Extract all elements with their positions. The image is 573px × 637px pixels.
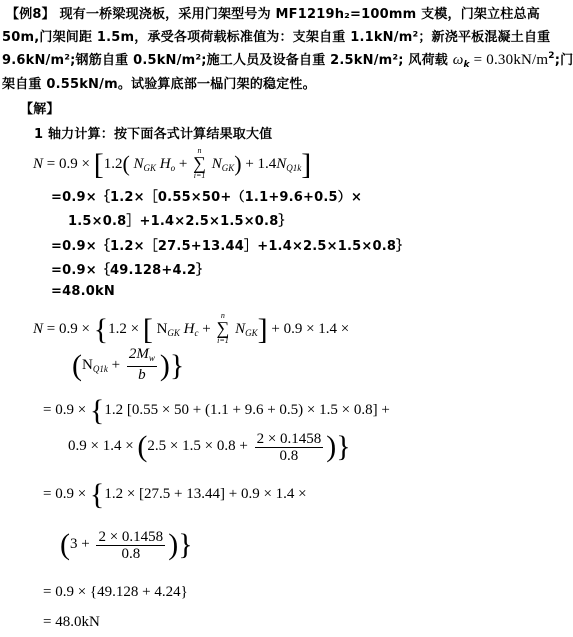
eq2-paren-open: ( — [72, 349, 82, 382]
eq1-tail: + 1.4 — [241, 156, 277, 172]
eq1-n-gk: N — [133, 156, 144, 172]
problem-line-2: 50m,门架间距 1.5m，承受各项荷载标准值为：支架自重 1.1kN/m²；新浇平板混凝土自重 — [2, 30, 551, 45]
calc2-row-2-text: 2.5 × 1.5 × 0.8 + — [147, 438, 252, 454]
calc2-row-4-brace-close: } — [178, 528, 193, 561]
calc2-row-3 — [43, 478, 307, 512]
eq1-n-gk-sub: GK — [143, 163, 157, 173]
solution-heading: 【解】 — [20, 102, 60, 117]
calc1-line-5: =48.0kN — [51, 284, 115, 299]
calc1-line-3: =0.9×｛1.2×［27.5+13.44］+1.4×2.5×1.5×0.8｝ — [51, 239, 410, 254]
eq2-n-gk: N — [156, 321, 168, 337]
calc2-row-2-fraction — [255, 431, 324, 464]
eq1-summation — [193, 146, 206, 180]
eq1-h0-sub: o — [170, 163, 176, 173]
eq1-pre: = 0.9 × — [43, 156, 94, 172]
eq1-bracket-close: ] — [301, 148, 312, 181]
eq1-n-gk-2-sub: GK — [221, 163, 235, 173]
eq2-h: H — [183, 321, 195, 337]
calc2-row-4-den: 0.8 — [121, 546, 141, 562]
eq2-sum-top: n — [220, 311, 225, 320]
eq2-bracket-close: ] — [257, 313, 268, 346]
equation-1 — [33, 146, 311, 182]
eq1-paren-open: ( — [122, 151, 130, 176]
eq2-brace-open: { — [93, 313, 109, 346]
eq2-n-q-sub: Q1k — [92, 364, 108, 374]
eq2-brace-close: } — [169, 349, 185, 382]
eq1-n-q-sub: Q1k — [286, 163, 302, 173]
calc2-row-2-paren-close: ) — [326, 430, 337, 463]
eq1-factor: 1.2 — [103, 156, 123, 172]
eq1-n-gk-2: N — [211, 156, 222, 172]
calc1-line-4: =0.9×｛49.128+4.2｝ — [51, 263, 210, 278]
calc2-row-6: = 48.0kN — [43, 614, 100, 630]
problem-line-1: 【例8】 现有一桥梁现浇板，采用门架型号为 MF1219h₂=100mm 支模，门架立柱总高 — [6, 7, 540, 22]
calc1-line-2: 1.5×0.8］+1.4×2.5×1.5×0.8｝ — [68, 214, 292, 229]
calc2-row-4-paren-close: ) — [168, 528, 179, 561]
wind-load-unit-exponent: 2 — [548, 51, 555, 61]
eq2-frac-num — [127, 346, 157, 367]
calc2-row-4-fraction — [96, 529, 165, 562]
calc2-row-1-brace: { — [89, 394, 105, 427]
calc2-row-1-text: 1.2 [0.55 × 50 + (1.1 + 9.6 + 0.5) × 1.5 × 0.8] + — [104, 402, 390, 418]
eq2-factor: 1.2 × — [108, 321, 143, 337]
eq2-paren-close: ) — [159, 349, 170, 382]
calc2-row-1 — [43, 394, 390, 428]
eq2-n-gk-2: N — [235, 321, 246, 337]
calc2-row-4-text: 3 + — [70, 536, 94, 552]
calc2-row-3-prefix: = 0.9 × — [43, 486, 90, 502]
eq1-paren-close: ) — [234, 151, 242, 176]
eq2-frac-den: b — [138, 367, 146, 383]
calc2-row-2-prefix: 0.9 × 1.4 × — [68, 438, 138, 454]
calc2-row-2-num: 2 × 0.1458 — [256, 431, 322, 447]
calc2-row-3-text: 1.2 × [27.5 + 13.44] + 0.9 × 1.4 × — [104, 486, 307, 502]
step-1-title: 1 轴力计算：按下面各式计算结果取大值 — [34, 127, 273, 142]
eq1-plus: + — [175, 156, 192, 172]
eq2-lhs: N — [33, 321, 44, 337]
eq1-sum-bottom: i=1 — [193, 171, 206, 180]
calc2-row-2-den: 0.8 — [279, 448, 299, 464]
eq2-n-gk-2-sub: GK — [245, 328, 258, 338]
calc2-row-2 — [68, 430, 351, 464]
problem-line-3-text: 9.6kN/m²;钢筋自重 0.5kN/m²;施工人员及设备自重 2.5kN/m²; 风荷载 — [2, 53, 453, 68]
eq2-frac-num-text: 2M — [128, 346, 149, 362]
eq2-n-gk-sub: GK — [167, 328, 180, 338]
problem-line-4: 架自重 0.55kN/m。试验算底部一榀门架的稳定性。 — [2, 77, 316, 92]
wind-load-symbol: ω — [452, 52, 464, 68]
eq2-tail: + 0.9 × 1.4 × — [267, 321, 350, 337]
eq2-frac-num-sub: w — [148, 353, 155, 363]
equation-2: N = 0.9 × {1.2 × [ $N_{GK}$ $H_c$ + n ∑ i=1 $N_{GK}] + 0.9 \times 1.4$ × — [33, 311, 350, 346]
eq2-fraction — [127, 346, 157, 383]
wind-load-value: = 0.30kN/m — [469, 52, 549, 68]
calc1-line-1: =0.9×｛1.2×［0.55×50+（1.1+9.6+0.5）× — [51, 190, 363, 205]
eq2-bracket-open: [ — [142, 313, 153, 346]
calc2-row-1-prefix: = 0.9 × — [43, 402, 90, 418]
eq2-n-q: N — [82, 357, 93, 373]
equation-2-cont: ($N_{Q1k}$ + $\frac{2M_w}{b}$ )} — [72, 346, 185, 383]
calc2-row-4 — [60, 528, 193, 562]
eq2-sum-symbol: ∑ — [216, 318, 230, 338]
eq1-n-q: N — [276, 156, 287, 172]
eq2-summation — [216, 311, 229, 345]
problem-line-3 — [2, 49, 573, 70]
calc2-row-4-paren-open: ( — [60, 528, 70, 561]
calc2-row-3-brace: { — [89, 478, 105, 511]
calc2-row-2-paren-open: ( — [137, 430, 148, 463]
eq1-bracket-open: [ — [93, 148, 104, 181]
eq1-sum-symbol: ∑ — [193, 153, 206, 173]
eq1-sum-top: n — [197, 146, 202, 155]
eq2-sum-bottom: i=1 — [217, 336, 229, 345]
calc2-row-4-num: 2 × 0.1458 — [98, 529, 164, 545]
eq1-lhs: N — [33, 156, 44, 172]
calc2-row-2-brace-close: } — [336, 430, 351, 463]
eq2-h-sub: c — [194, 328, 199, 338]
wind-load-subscript: k — [463, 60, 470, 70]
eq2-pre: = 0.9 × — [43, 321, 94, 337]
eq1-h0: H — [159, 156, 171, 172]
problem-line-3-end: ;门 — [554, 53, 573, 68]
calc2-row-5: = 0.9 × {49.128 + 4.24} — [43, 584, 188, 600]
